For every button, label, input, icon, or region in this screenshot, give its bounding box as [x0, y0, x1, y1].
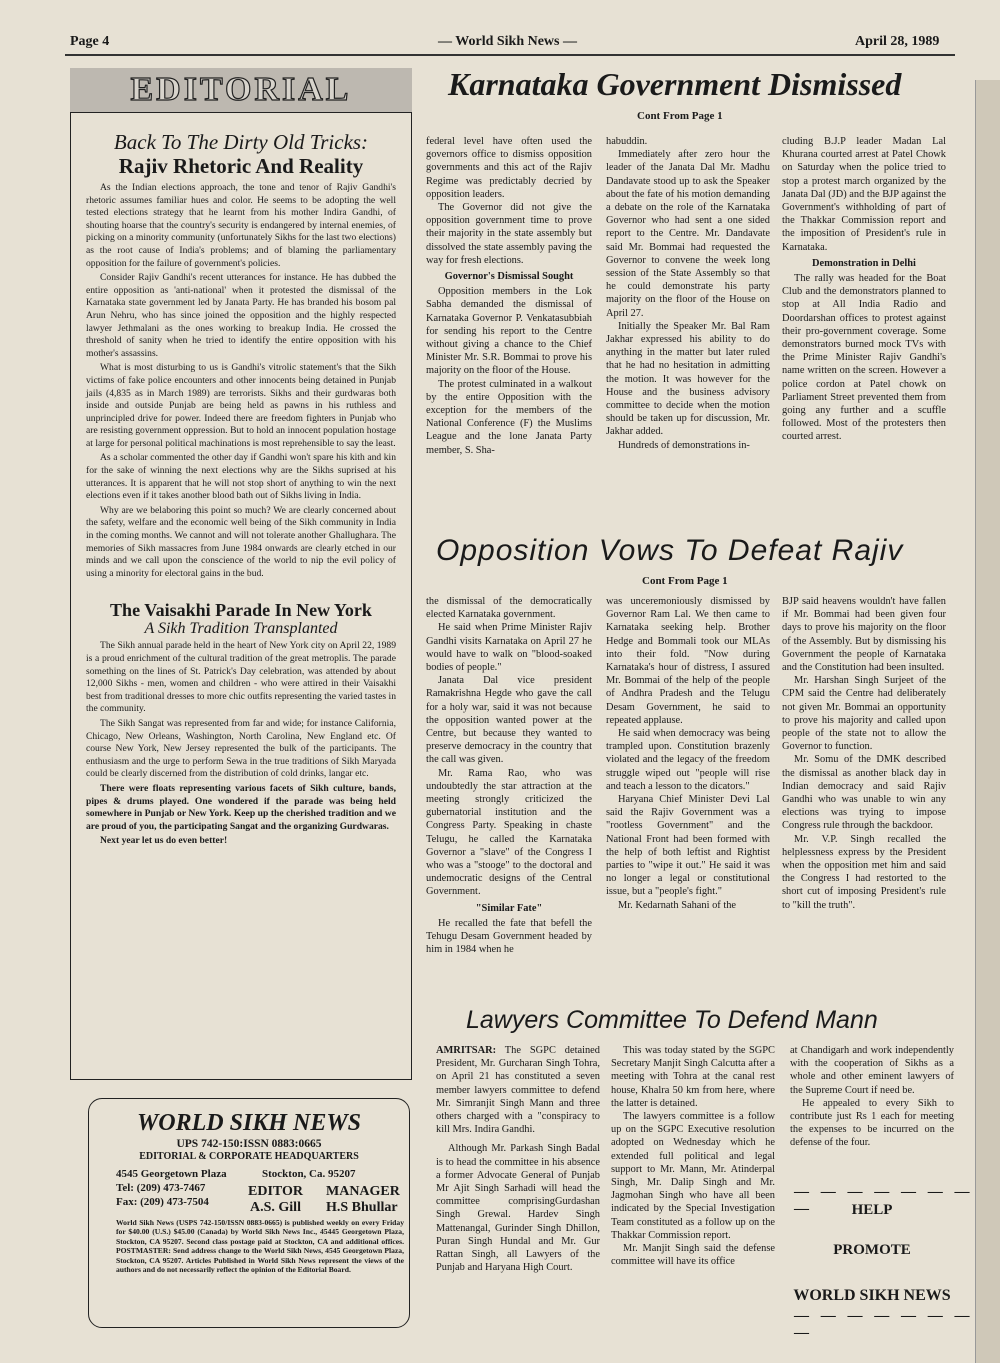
opposition-subhead: "Similar Fate": [475, 902, 543, 914]
opposition-col-2: [606, 595, 770, 912]
masthead-fine-print: World Sikh News (USPS 742-150/ISSN 0883-0665) is published weekly on every Friday for $40.00 (U.S.) $45.00 (Canada) by World Sikh News Inc., 45445 Georgetown Plaza, Stockton, CA 95207. Second class postage paid at Stockton, CA and additional offices. POSTMASTER: Send address change to the World Sikh News, 4545 Georgetown Plaza, Stockton, CA 95207. Articles Published in World Sikh News represent the views of the authors and do not necessarily reflect the opinion of the Editorial Board.: [116, 1218, 404, 1275]
masthead-editor-name: A.S. Gill: [250, 1200, 301, 1215]
editorial-banner: [70, 68, 412, 112]
article-paragraph: He said when democracy was being trampled upon. Constitution brazenly violated and the legacy of the freedom struggle wiped out "people will rise and teach a lesson to the dicators.": [606, 728, 770, 792]
lawyers-col-1: [436, 1044, 600, 1274]
article-paragraph: The protest culminated in a walkout by the entire Opposition with the exception for the members of the National Conference (F) the Muslims League and the lone Janata Party member, S. Sha-: [426, 378, 592, 456]
article-paragraph: Hundreds of demonstrations in-: [618, 439, 750, 451]
masthead-editor-label: EDITOR: [248, 1184, 303, 1199]
article-paragraph: federal level have often used the governors office to dismiss opposition governments and this act of the Rajiv Regime was predictably decried by opposition leaders.: [426, 136, 592, 200]
karnataka-headline: Karnataka Government Dismissed: [448, 66, 902, 102]
promo-help: HELP: [851, 1202, 893, 1218]
lawyers-dateline: AMRITSAR:: [436, 1045, 497, 1056]
masthead-address: 4545 Georgetown Plaza: [116, 1168, 227, 1180]
header-rule: [65, 54, 955, 56]
article-paragraph: Opposition members in the Lok Sabha demanded the dismissal of Karnataka Governor P. Venkatasubbiah for sending his report to the Centre without giving a chance to the Chief Minister Mr. S.R. Bommai to prove his majority on the floor of the House.: [426, 286, 592, 377]
article-paragraph: This was today stated by the SGPC Secretary Manjit Singh Calcutta after a meeting with Tohra at the canal rest house, Khalra 50 km from here, where the latter is detained.: [611, 1045, 775, 1109]
editorial-kicker: Back To The Dirty Old Tricks:: [113, 130, 369, 154]
article-paragraph: Janata Dal vice president Ramakrishna Hegde who gave the call for a holy war, said it was not because the opposition wanted power at the Centre, but because they wanted to preserve democracy in the country that the call was given.: [426, 675, 592, 766]
parade-closing: Next year let us do even better!: [100, 835, 228, 847]
parade-title: The Vaisakhi Parade In New York: [110, 600, 372, 621]
promo-dashes-bottom: — — — — — — — —: [794, 1308, 974, 1341]
article-paragraph: the dismissal of the democratically elected Karnataka government.: [426, 596, 592, 621]
opposition-col-1: [426, 595, 592, 956]
article-paragraph: Mr. Kedarnath Sahani of the: [618, 899, 737, 911]
article-text: The SGPC detained President, Mr. Gurcharan Singh Tohra, on April 21 has constituted a seven member lawyers committee to defend Mr. Simranjit Singh Mann and three others charged with a "conspiracy to kill Mrs. Indira Gandhi.: [436, 1045, 600, 1136]
article-paragraph: at Chandigarh and work independently with the cooperation of Sikhs as a whole and other eminent lawyers of the Supreme Court if need be.: [790, 1045, 954, 1096]
opposition-col-3: [782, 595, 946, 912]
editorial-content: [86, 130, 396, 850]
article-paragraph: The lawyers committee is a follow up on the SGPC Executive resolution adopted on Wednesday which he extended full political and legal support to Mr. Mann, Mr. Atinderpal Singh, Mr. Dalip Singh and Mr. Jagmohan Singh who have all been indicated by the Special Investigation Team constituted as a follow up on the Thakkar Commission report.: [611, 1111, 775, 1241]
page-number: Page 4: [70, 34, 110, 49]
article-paragraph: Mr. Somu of the DMK described the dismissal as another black day in Indian democracy and said Rajiv Gandhi who was unable to win any elections was trying to impose Congress rule through the backdoor.: [782, 754, 946, 832]
article-paragraph: Mr. V.P. Singh recalled the helplessness express by the President when the opposition met him and said the Congress I had restorted to the short cut of imposing President's rule to "kill the truth".: [782, 833, 946, 911]
article-paragraph: cluding B.J.P leader Madan Lal Khurana courted arrest at Patel Chowk on Saturday when the police tried to stop a protest march organized by the Janata Dal (JD) and the BJP against the Government's withholding of part of the Thakkar Commission report and the imposition of President's rule in Karnataka.: [782, 136, 946, 253]
article-paragraph: Initially the Speaker Mr. Bal Ram Jakhar expressed his ability to do anything in the matter but later ruled that he had no hesitation in admitting the motion. It was however for the House and the business advisory committee to decide when the motion should be taken up for discussion, Mr. Jakhar added.: [606, 320, 770, 438]
promo-promote: PROMOTE: [833, 1242, 911, 1258]
article-paragraph: [436, 1044, 600, 1136]
masthead-manager-name: H.S Bhullar: [326, 1200, 398, 1215]
masthead-tel: Tel: (209) 473-7467: [116, 1182, 206, 1194]
editorial-paragraph: Why are we belaboring this point so much? We are clearly concerned about the safety, welfare and the economic well being of the Sikh community in India in the coming months. We cannot and will not tolerate another Ghallughara. The memories of Sikh massacres from June 1984 onwards are clearly etched in our minds and we call upon the conscience of the world to nip the evil policy of using a minority for electoral gains in the bud.: [86, 504, 396, 579]
karnataka-col-3: [782, 135, 946, 444]
lawyers-col-2: [611, 1044, 775, 1268]
editorial-paragraph: As the Indian elections approach, the tone and tenor of Rajiv Gandhi's rhetoric assumes familiar hues and color. He seems to be adopting the well tested elections strategy that he learnt from his mother Indira Gandhi, of shouting hoarse that the country's security is endangered by internal enemies, of picking on a minority community (unfortunately Sikhs for the last two elections) as the root cause of India's problems; and of blaming the parliamentary opposition for the failure of government's policies.: [86, 182, 396, 269]
masthead-ups: UPS 742-150:ISSN 0883:0665: [176, 1138, 322, 1150]
article-paragraph: Although Mr. Parkash Singh Badal is to head the committee in his absence a former Advocate General of Punjab Mr Ajit Singh Sarhadi will head the committee comprisingGurdashan Singh Grewal. Hardev Singh Mattenangal, Gurinder Singh Dhillon, Puran Singh Hundal and Mr. Gur Rattan Singh, all Lawyers of the Punjab and Haryana High Court.: [436, 1143, 600, 1274]
editorial-title: Rajiv Rhetoric And Reality: [118, 154, 364, 178]
article-paragraph: Mr. Manjit Singh said the defense committee will have its office: [611, 1243, 775, 1268]
article-paragraph: He recalled the fate that befell the Tehugu Desam Government headed by him in 1984 when he: [426, 917, 592, 956]
article-paragraph: Haryana Chief Minister Devi Lal said the Rajiv Government was a "rootless Government" and the National Front had been formed with the help of both leftist and Rightist parties to "wipe it out." He said it was no longer a legal or constitutional issue, but a "people's fight.": [606, 794, 770, 898]
masthead-hq: EDITORIAL & CORPORATE HEADQUARTERS: [139, 1151, 359, 1162]
editorial-paragraph: As a scholar commented the other day if Gandhi won't spare his kith and kin for the sake of winning the next elections why are the Sikhs suprised at his utterances. It is apparent that he will not stop short of anything to win the next elections even if it takes another blood bath out of Sikhs living in India.: [86, 452, 396, 502]
article-paragraph: The Governor did not give the opposition government time to prove their majority in the state assembly but dissolved the state assembly paving the way for fresh elections.: [426, 202, 592, 266]
masthead-fax: Fax: (209) 473-7504: [116, 1196, 209, 1208]
karnataka-subhead: Governor's Dismissal Sought: [444, 271, 574, 283]
parade-bold-paragraph: There were floats representing various facets of Sikh culture, bands, pipes & drums played. One wondered if the parade was being held somewhere in Punjab or New York. Keep up the cherished tradition and we are proud of you, the participating Sangat and the organizing Gurdwaras.: [86, 782, 396, 832]
article-paragraph: was unceremoniously dismissed by Governor Ram Lal. We then came to Karnataka seeking help. Brother Hedge and Bommali took our MLAs into their fold. "Now during Karnataka's hour of distress, I assured Mr. Bommai of the help of the people of Andhra Pradesh and the Telugu Desam Government, he said to repeated applause.: [606, 596, 770, 726]
article-paragraph: The rally was headed for the Boat Club and the demonstrators planned to stop at All India Radio and Doordarshan offices to protest against their pro-government coverage. Some demonstrators burned mock TVs with the Prime Minister Rajiv Gandhi's name written on the screen. However a police cordon at Patel chowk on Parliament Street prevented them from going any further and a scuffle followed. Most of the protesters then courted arrest.: [782, 273, 946, 443]
article-paragraph: habuddin.: [606, 136, 648, 147]
masthead-city: Stockton, Ca. 95207: [262, 1168, 356, 1180]
masthead-title: WORLD SIKH NEWS: [136, 1110, 362, 1136]
editorial-paragraph: Consider Rajiv Gandhi's recent utterances for instance. He has dubbed the entire opposition as 'anti-national' when it protested the dismissal of the Karnataka state government led by Janata Party. He has branded his bosom pal Arun Nehru, who has since joined the opposition and the highly respected lawyer Jethmalani as the ones working to breakup India. He crossed the threshold of sanity when he tried to identify the entire opposition with his mother's assassins.: [86, 272, 396, 359]
karnataka-col-1: [426, 135, 592, 457]
parade-subtitle: A Sikh Tradition Transplanted: [144, 620, 338, 638]
karnataka-col-2: [606, 135, 770, 452]
opposition-headline: Opposition Vows To Defeat Rajiv: [436, 534, 904, 567]
karnataka-cont: Cont From Page 1: [637, 110, 723, 122]
lawyers-col-3: [790, 1044, 954, 1150]
article-paragraph: BJP said heavens wouldn't have fallen if Mr. Bommai had been given four days to prove his majority on the floor of the Assembly. But by dismissing his Government the people of Karnataka and the Constitution had been insulted.: [782, 596, 946, 674]
editorial-paragraph: What is most disturbing to us is Gandhi's vitrolic statement's that the Sikh victims of fake police encounters and other innocents being detained in Punjab jails (4,835 as in March 1989) are terrorists. Sikhs and their gurdwaras both inside and outside Punjab are being held as pawns in his ruthless and unprincipled drive for power. Indeed there are freedom fighters in Punjab who are resisting government oppression. But to hold an innocent population hostage at large for personal political machinations is most reprehensible to say the least.: [86, 362, 396, 449]
issue-date: April 28, 1989: [855, 34, 940, 49]
promo-dashes-top: — — — — — — — —: [794, 1184, 974, 1217]
lawyers-headline: Lawyers Committee To Defend Mann: [466, 1006, 878, 1034]
masthead-manager-label: MANAGER: [326, 1184, 400, 1199]
article-paragraph: Immediately after zero hour the leader of the Janata Dal Mr. Madhu Dandavate stood up to ask the Speaker about the fate of his motion demanding a debate on the role of the Karnataka Governor who had sent a one sided report to the Centre. Mr. Dandavate said Mr. Bommai had requested the Governor to convene the week long session of the State Assembly so that he could demonstrate his party majority on the floor of the House on April 27.: [606, 149, 770, 319]
editorial-banner-text: EDITORIAL: [130, 71, 352, 108]
binder-edge: [975, 80, 1000, 1363]
parade-paragraph: The Sikh annual parade held in the heart of New York city on April 22, 1989 is a proud enrichment of the cultural tradition of the great metroplis. The parade something on the lines of St. Patrick's Day celebration, was attended by about 12,000 Sikhs - men, women and children - who were attired in their Vaisakhi best from traditional dresses to more chic outfits representing the varied tastes in the community.: [86, 640, 396, 715]
article-paragraph: He said when Prime Minister Rajiv Gandhi visits Karnataka on April 27 he would have to walk on "blood-soaked bodies of people.": [426, 622, 592, 674]
article-paragraph: Mr. Rama Rao, who was undoubtedly the star attraction at the meeting strongly criticized the gubernatorial institution and the Congress Party. Speaking in chaste Telugu, he called the Karnataka Governor a "slave" of the Congress I who was a "stooge" to the doctoral and undemocratic designs of the Central Government.: [426, 767, 592, 898]
opposition-cont: Cont From Page 1: [642, 575, 728, 587]
paper-name: — World Sikh News —: [438, 34, 577, 49]
article-paragraph: Mr. Harshan Singh Surjeet of the CPM said the Centre had deliberately not given Mr. Bommai an opportunity to prove his majority and called upon people of the state not to allow the Governor to function.: [782, 675, 946, 753]
promo-paper: WORLD SIKH NEWS: [793, 1287, 951, 1304]
article-paragraph: He appealed to every Sikh to contribute just Rs 1 each for meeting the expenses to be incurred on the defense of the four.: [790, 1097, 954, 1149]
karnataka-subhead-2: Demonstration in Delhi: [812, 257, 916, 269]
parade-paragraph: The Sikh Sangat was represented from far and wide; for instance California, Chicago, New Orleans, Washington, North Carolina, New England etc. Of course New York, New Jersey represented the bulk of the participants. The enthusiasm and the urge to perform Sewa in the true traditions of Sikh Maryada could be clearly discerned from the distribution of cold drinks, langar etc.: [86, 717, 396, 780]
